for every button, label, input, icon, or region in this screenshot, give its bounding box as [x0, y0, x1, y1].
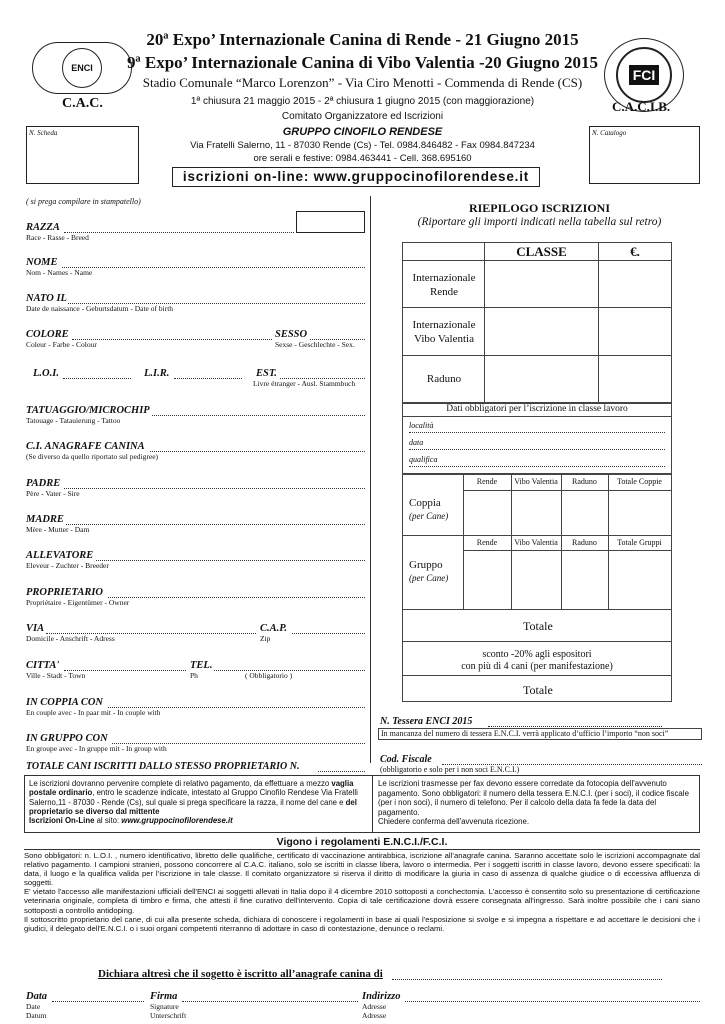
lir-label: L.I.R. [144, 368, 170, 379]
notes-left-online-text: al sito: [94, 816, 122, 826]
dichiara-text: Dichiara altresì che il sogetto è iscritto all’anagrafe canina di [98, 968, 383, 980]
closing-dates: 1ª chiusura 21 maggio 2015 - 2ª chiusura 1 giugno 2015 (con maggiorazione) [190, 96, 535, 107]
gruppo-row-label: Gruppo [409, 559, 443, 571]
tatuaggio-label: TATUAGGIO/MICROCHIP [26, 405, 150, 416]
totale-cani-field[interactable] [318, 761, 365, 772]
anagrafe-label: C.I. ANAGRAFE CANINA [26, 441, 145, 452]
data-label: data [409, 438, 424, 447]
citta-field[interactable] [64, 660, 186, 671]
fiscale-sub: (obbligatorio e solo per i non soci E.N.C.I.) [380, 765, 520, 774]
coppia-col-totale: Totale Coppie [617, 477, 662, 486]
gruppo-col-raduno: Raduno [572, 538, 597, 547]
regolamenti-p2: E' vietato l'accesso alle manifestazioni ufficiali dell'ENCI ai soggetti allevati in Italia dopo il 4 dicembre 2010 sottoposti a conchectomia. L'accesso è consentito solo su presentazione di certificazione veterinaria originale, completa di timbro e firma, che attesti il fine curativo dell'intervento. Copia di tale certificazione dovrà essere consegnata all'ingresso. Sarà inoltre possibile che i cani siano sottoposti a controllo antidoping. [24, 887, 700, 915]
sconto-line1: sconto -20% agli espositori [482, 649, 592, 660]
classe-header: CLASSE [516, 244, 567, 259]
cacib-label: C.A.C.I.B. [612, 99, 671, 114]
tatuaggio-field[interactable] [152, 405, 365, 416]
group-name: GRUPPO CINOFILO RENDESE [282, 126, 443, 138]
allevatore-label: ALLEVATORE [26, 550, 94, 561]
tel-field[interactable] [214, 660, 365, 671]
classe-int-vibo-input[interactable] [485, 308, 598, 355]
coppia-rende-input[interactable] [464, 492, 511, 535]
euro-int-rende-input[interactable] [599, 261, 671, 307]
tessera-label: N. Tessera ENCI 2015 [380, 716, 473, 727]
padre-field[interactable] [64, 478, 365, 489]
coppia-col-rende: Rende [476, 477, 498, 486]
proprietario-label: PROPRIETARIO [26, 587, 104, 598]
riepilogo-subtitle: (Riportare gli importi indicati nella tabella sul retro) [417, 216, 662, 228]
loi-field[interactable] [63, 368, 131, 379]
cac-label: C.A.C. [62, 96, 103, 111]
coppia-gruppo-box [402, 474, 672, 702]
gruppo-per-cane: (per Cane) [409, 573, 449, 583]
lavoro-box [402, 402, 672, 474]
madre-field[interactable] [66, 514, 365, 525]
madre-sub: Mère - Mutter - Dam [26, 525, 90, 534]
totale-1-label: Totale [523, 619, 553, 633]
padre-label: PADRE [26, 478, 61, 489]
anagrafe-field[interactable] [150, 441, 365, 452]
localita-field[interactable] [409, 420, 665, 433]
title-rende: 20ª Expo’ Internazionale Canina di Rende - 21 Giugno 2015 [146, 30, 579, 49]
cap-label: C.A.P. [260, 623, 287, 634]
scheda-box[interactable] [26, 126, 139, 184]
regolamenti-title: Vigono i regolamenti E.N.C.I./F.C.I. [276, 836, 448, 848]
tessera-field[interactable] [488, 716, 662, 727]
nato-field[interactable] [68, 293, 365, 304]
firma-sub1: Signature [150, 1002, 179, 1011]
firma-label: Firma [150, 991, 178, 1002]
notes-left-pre: Le iscrizioni dovranno pervenire complete di relativo pagamento, da effettuare a mezzo [29, 779, 332, 788]
data-field[interactable] [409, 437, 665, 450]
gruppo-sub: En groupe avec - In gruppe mit - In group with [26, 744, 167, 753]
row-int-rende: Internazionale Rende [412, 272, 476, 298]
scheda-label: N. Scheda [29, 129, 58, 137]
allevatore-sub: Eleveur - Zuchter - Breeder [26, 561, 109, 570]
classe-int-rende-input[interactable] [485, 261, 598, 307]
colore-field[interactable] [72, 329, 272, 340]
coppia-totale-input[interactable] [609, 492, 671, 535]
dichiara-field[interactable] [392, 968, 662, 980]
notes-left-online-url[interactable]: www.gruppocinofilorendese.it [121, 816, 233, 826]
indirizzo-label: Indirizzo [362, 991, 401, 1002]
loi-label: L.O.I. [33, 368, 59, 379]
riepilogo-title: RIEPILOGO ISCRIZIONI [468, 201, 611, 215]
nato-sub: Date de naissance - Geburtsdatum - Date of birth [26, 304, 174, 313]
colore-label: COLORE [26, 329, 69, 340]
row-int-vibo: Internazionale Vibo Valentia [412, 319, 476, 345]
gruppo-col-totale: Totale Gruppi [617, 538, 662, 547]
gruppo-field[interactable] [112, 733, 365, 744]
coppia-field[interactable] [108, 697, 365, 708]
group-address: Via Fratelli Salerno, 11 - 87030 Rende (Cs) - Tel. 0984.846482 - Fax 0984.847234 [190, 140, 535, 151]
nome-label: NOME [26, 257, 58, 268]
fci-logo-text: FCI [629, 65, 660, 85]
gruppo-rende-input[interactable] [464, 552, 511, 609]
nome-sub: Nom - Names - Name [26, 268, 93, 277]
classe-raduno-input[interactable] [485, 356, 598, 403]
sesso-label: SESSO [275, 329, 308, 340]
nato-label: NATO IL [26, 293, 67, 304]
sconto-line2: con più di 4 cani (per manifestazione) [461, 661, 613, 672]
venue: Stadio Comunale “Marco Lorenzon” - Via Ciro Menotti - Commenda di Rende (CS) [142, 75, 583, 90]
euro-header: €. [630, 244, 640, 259]
indirizzo-sub2: Adresse [362, 1011, 387, 1020]
data-sub2: Datum [26, 1011, 47, 1020]
tel-label: TEL. [190, 660, 213, 671]
nome-field[interactable] [62, 257, 365, 268]
notes-right-text: Le iscrizioni trasmesse per fax devono essere corredate da fotocopia dell'avvenuto pagamento. Sono obbligatori: il numero della tessera E.N.C.I. (per i soci), il codice fiscale (per i non soci), il numero di telefono. Per il calcolo della data fa fede la data del pagamento. [378, 779, 689, 817]
online-banner: iscrizioni on-line: www.gruppocinofilorendese.it [172, 167, 540, 187]
notes-left-mid: , entro le scadenze indicate, intestato al Gruppo Cinofilo Rendese Via Fratelli Salerno,11 - 87030 - Rende (Cs), sul quale si prega specificare la razza, il nome del cane e [29, 788, 358, 807]
firma-input[interactable] [182, 991, 358, 1002]
firma-sub2: Unterschrift [150, 1011, 187, 1020]
citta-label: CITTA' [26, 660, 60, 671]
coppia-col-raduno: Raduno [572, 477, 597, 486]
coppia-label: IN COPPIA CON [26, 697, 104, 708]
est-sub: Livre étranger - Ausl. Stammbuch [253, 379, 356, 388]
totale-cani-label: TOTALE CANI ISCRITTI DALLO STESSO PROPRIETARIO N. [26, 761, 300, 772]
allevatore-field[interactable] [96, 550, 365, 561]
madre-label: MADRE [26, 514, 64, 525]
catalogo-label: N. Catalogo [592, 129, 627, 137]
coppia-raduno-input[interactable] [562, 492, 608, 535]
coppia-col-vibo: Vibo Valentia [514, 477, 558, 486]
coppia-vibo-input[interactable] [512, 492, 561, 535]
cap-field[interactable] [292, 623, 365, 634]
notes-left-online-label: Iscrizioni On-Line [29, 816, 95, 826]
tel-obbligatorio: ( Obbligatorio ) [245, 671, 293, 680]
regolamenti-p1: Sono obbligatori: n. L.O.I. , numero identificativo, libretto delle qualifiche, certificato di vaccinazione antirabbica, iscrizione all’anagrafe canina. Saranno accettate solo le iscrizioni accompagnate dal relativo pagamento. I campioni stranieri, possono concorrere al C.A.C. italiano, solo se iscritti in classe libera, lavoro o intermedia. Per i soggetti iscritti in classe lavoro, devono essere specificati: la data, il luogo e la qualifica valida per l’iscrizione in tale classe. Il comitato organizzatore si riserva il diritto di modificare la giuria in caso di assenza di qualche giudice o di eccessiva affluenza di soggetti. [24, 851, 700, 888]
data-label: Data [26, 991, 47, 1002]
fiscale-field[interactable] [442, 754, 702, 765]
committee: Comitato Organizzatore ed Iscrizioni [281, 111, 444, 122]
gruppo-col-vibo: Vibo Valentia [514, 538, 558, 547]
razza-label: RAZZA [26, 222, 60, 233]
qualifica-field[interactable] [409, 454, 665, 467]
notes-box [24, 775, 700, 833]
tatuaggio-sub: Tatouage - Tatauierung - Tattoo [26, 416, 121, 425]
notes-left-vaglia: vaglia postale ordinario [29, 779, 354, 798]
data-sub1: Date [26, 1002, 41, 1011]
gruppo-label: IN GRUPPO CON [26, 733, 108, 744]
proprietario-field[interactable] [108, 587, 365, 598]
coppia-row-label: Coppia [409, 497, 441, 509]
razza-sub: Race - Rasse - Breed [26, 233, 89, 242]
classe-table [402, 242, 672, 404]
coppia-per-cane: (per Cane) [409, 511, 449, 521]
via-sub: Domicile - Anschrift - Adress [26, 634, 115, 643]
compile-note: ( si prega compilare in stampatello) [26, 197, 141, 206]
notes-right-confirm: Chiedere conferma dell'avvenuta ricezione. [378, 817, 530, 827]
euro-raduno-input[interactable] [599, 356, 671, 403]
proprietario-sub: Propriétaire - Eigentümer - Owner [26, 598, 130, 607]
title-vibo: 9ª Expo’ Internazionale Canina di Vibo Valentia -20 Giugno 2015 [127, 53, 598, 72]
regolamenti-text [24, 851, 700, 933]
sesso-field[interactable] [310, 329, 365, 340]
indirizzo-sub1: Adresse [362, 1002, 387, 1011]
tessera-note: In mancanza del numero di tessera E.N.C.I. verrà applicato d’ufficio l’importo “non soci” [378, 728, 702, 740]
razza-code-box[interactable] [296, 211, 365, 233]
fiscale-label: Cod. Fiscale [380, 754, 432, 765]
qualifica-label: qualifica [409, 455, 438, 464]
regolamenti-p3: Il sottoscritto proprietario del cane, di cui alla presente scheda, dichiara di conoscere i regolamenti in base ai quali l'esposizione si svolge e si impegna a rispettare e ad accettare le decisioni che i giudici, il delegato dell'E.N.C.I. o i suoi organi competenti riterranno di adottare in caso di contestazione, denunce o reclami. [24, 914, 700, 933]
notes-left [29, 779, 367, 825]
lir-field[interactable] [174, 368, 242, 379]
column-divider [370, 196, 371, 763]
cap-sub: Zip [260, 634, 271, 643]
razza-field[interactable] [64, 222, 294, 233]
regolamenti-divider [24, 849, 700, 850]
notes-left-proprietario: del proprietario se diverso dal mittente [29, 797, 357, 816]
totale-2-label: Totale [523, 683, 553, 697]
catalogo-box[interactable] [589, 126, 700, 184]
est-field[interactable] [280, 368, 365, 379]
gruppo-vibo-input[interactable] [512, 552, 561, 609]
colore-sub: Coleur - Farbe - Colour [26, 340, 97, 349]
sesso-sub: Sexse - Geschlechte - Sex. [275, 340, 355, 349]
notes-right [378, 779, 696, 827]
data-input[interactable] [52, 991, 144, 1002]
localita-label: località [409, 421, 434, 430]
citta-sub: Ville - Stadt - Town [26, 671, 86, 680]
enci-logo-text: ENCI [71, 63, 93, 73]
row-raduno: Raduno [426, 373, 462, 385]
via-label: VIA [26, 623, 45, 634]
gruppo-col-rende: Rende [476, 538, 498, 547]
est-label: EST. [256, 368, 277, 379]
lavoro-title: Dati obbligatori per l’iscrizione in classe lavoro [403, 403, 671, 417]
via-field[interactable] [46, 623, 256, 634]
group-phones: ore serali e festive: 0984.463441 - Cell. 368.695160 [253, 153, 472, 164]
tel-sub: Ph [190, 671, 198, 680]
padre-sub: Père - Vater - Sire [26, 489, 80, 498]
euro-int-vibo-input[interactable] [599, 308, 671, 355]
indirizzo-input[interactable] [405, 991, 700, 1002]
gruppo-totale-input[interactable] [609, 552, 671, 609]
coppia-sub: En couple avec - In paar mit - In couple with [26, 708, 161, 717]
gruppo-raduno-input[interactable] [562, 552, 608, 609]
anagrafe-sub: (Se diverso da quello riportato sul pedigree) [26, 452, 159, 461]
